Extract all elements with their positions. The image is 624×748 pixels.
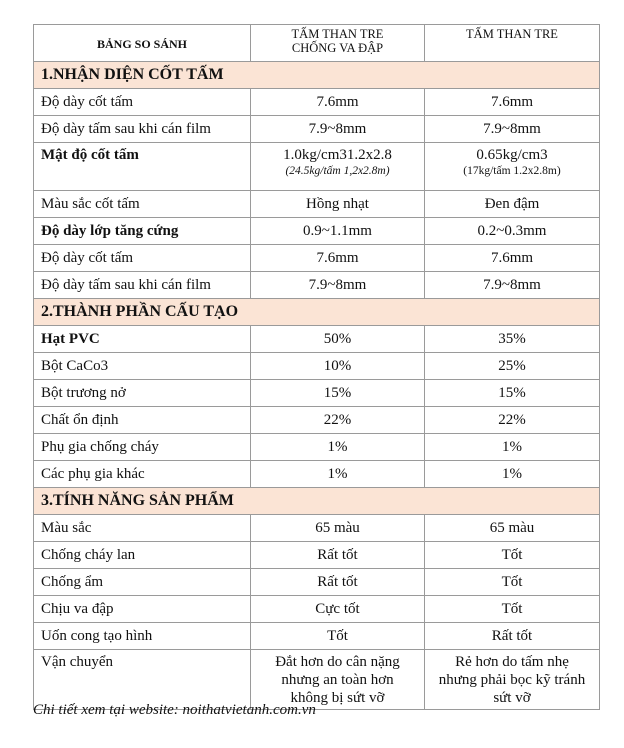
row-label: Độ dày lớp tăng cứng [34, 218, 251, 245]
cell-value-b: 0.2~0.3mm [425, 218, 600, 245]
row-label: Chống cháy lan [34, 542, 251, 569]
row-label: Bột CaCo3 [34, 353, 251, 380]
cell-value-b: Đen đậm [425, 191, 600, 218]
cell-value-b: 7.9~8mm [425, 116, 600, 143]
row-label: Chống ẩm [34, 569, 251, 596]
row-label: Chịu va đập [34, 596, 251, 623]
table-row [34, 515, 600, 542]
table-row [34, 272, 600, 299]
header-comparison: BẢNG SO SÁNH [34, 25, 251, 62]
row-label: Uốn cong tạo hình [34, 623, 251, 650]
table-row [34, 380, 600, 407]
cell-value-b: 7.9~8mm [425, 272, 600, 299]
cell-value-b: Tốt [425, 569, 600, 596]
row-label: Độ dày cốt tấm [34, 89, 251, 116]
row-label: Hạt PVC [34, 326, 251, 353]
cell-value-b: 7.6mm [425, 89, 600, 116]
section-title: 3.TÍNH NĂNG SẢN PHẨM [34, 488, 600, 515]
table-row [34, 353, 600, 380]
shipping-b-line1: Rẻ hơn do tấm nhẹ [455, 654, 569, 670]
cell-value-a: 0.9~1.1mm [251, 218, 425, 245]
cell-value-b: Rất tốt [425, 623, 600, 650]
cell-value-b: 15% [425, 380, 600, 407]
table-row [34, 245, 600, 272]
row-label: Vận chuyển [34, 650, 251, 710]
cell-value-a: 22% [251, 407, 425, 434]
table-header-row [34, 25, 600, 62]
table-row [34, 542, 600, 569]
cell-value-b [425, 650, 600, 710]
section-title: 2.THÀNH PHẦN CẤU TẠO [34, 299, 600, 326]
table-row [34, 434, 600, 461]
cell-value-b [425, 143, 600, 191]
row-label: Độ dày tấm sau khi cán film [34, 116, 251, 143]
row-label: Độ dày tấm sau khi cán film [34, 272, 251, 299]
table-row [34, 191, 600, 218]
density-note-a: (24.5kg/tấm 1,2x2.8m) [285, 165, 390, 177]
row-label: Chất ổn định [34, 407, 251, 434]
cell-value-a [251, 650, 425, 710]
shipping-b-line2: nhưng phải bọc kỹ tránh [438, 672, 586, 688]
cell-value-a: 7.6mm [251, 89, 425, 116]
section-title: 1.NHẬN DIỆN CỐT TẤM [34, 62, 600, 89]
cell-value-a: Tốt [251, 623, 425, 650]
cell-value-b: 1% [425, 434, 600, 461]
table-row [34, 650, 600, 710]
section-row [34, 299, 600, 326]
table-row [34, 461, 600, 488]
cell-value-b: 7.6mm [425, 245, 600, 272]
density-value-a: 1.0kg/cm31.2x2.8 [283, 147, 392, 163]
row-label: Mật độ cốt tấm [34, 143, 251, 191]
cell-value-b: Tốt [425, 542, 600, 569]
table-row [34, 116, 600, 143]
table-row [34, 326, 600, 353]
row-label: Màu sắc cốt tấm [34, 191, 251, 218]
cell-value-a: Rất tốt [251, 542, 425, 569]
table-row [34, 407, 600, 434]
cell-value-a: 7.9~8mm [251, 272, 425, 299]
cell-value-b: 1% [425, 461, 600, 488]
cell-value-a: 7.6mm [251, 245, 425, 272]
cell-value-a: 15% [251, 380, 425, 407]
website-footer-note: Chi tiết xem tại website: noithatvietanh.com.vn [33, 702, 316, 718]
cell-value-a: 10% [251, 353, 425, 380]
section-row [34, 62, 600, 89]
table-row [34, 596, 600, 623]
cell-value-b: Tốt [425, 596, 600, 623]
cell-value-a [251, 143, 425, 191]
header-bamboo-charcoal: TẤM THAN TRE [425, 25, 600, 62]
density-value-b: 0.65kg/cm3 [476, 147, 548, 163]
row-label: Phụ gia chống cháy [34, 434, 251, 461]
row-label: Bột trương nở [34, 380, 251, 407]
density-note-b: (17kg/tấm 1.2x2.8m) [463, 165, 561, 177]
cell-value-b: 35% [425, 326, 600, 353]
section-row [34, 488, 600, 515]
row-label: Các phụ gia khác [34, 461, 251, 488]
cell-value-a: 7.9~8mm [251, 116, 425, 143]
table-row [34, 569, 600, 596]
cell-value-a: 1% [251, 434, 425, 461]
header-col2-line2: CHỐNG VA ĐẬP [291, 41, 384, 55]
table-row [34, 143, 600, 191]
cell-value-a: Rất tốt [251, 569, 425, 596]
header-col2-line1: TẤM THAN TRE [291, 27, 384, 41]
shipping-a-line3: không bị sứt vỡ [290, 690, 385, 706]
row-label: Màu sắc [34, 515, 251, 542]
header-impact-resistant [251, 25, 425, 62]
shipping-b-line3: sứt vỡ [493, 690, 531, 706]
cell-value-b: 25% [425, 353, 600, 380]
table-row [34, 623, 600, 650]
shipping-a-line2: nhưng an toàn hơn [281, 672, 394, 688]
cell-value-a: 1% [251, 461, 425, 488]
cell-value-b: 22% [425, 407, 600, 434]
table-row [34, 218, 600, 245]
shipping-a-line1: Đắt hơn do cân nặng [275, 654, 400, 670]
cell-value-a: Hồng nhạt [251, 191, 425, 218]
cell-value-a: 50% [251, 326, 425, 353]
table-row [34, 89, 600, 116]
cell-value-b: 65 màu [425, 515, 600, 542]
row-label: Độ dày cốt tấm [34, 245, 251, 272]
comparison-table [33, 24, 600, 710]
cell-value-a: 65 màu [251, 515, 425, 542]
cell-value-a: Cực tốt [251, 596, 425, 623]
